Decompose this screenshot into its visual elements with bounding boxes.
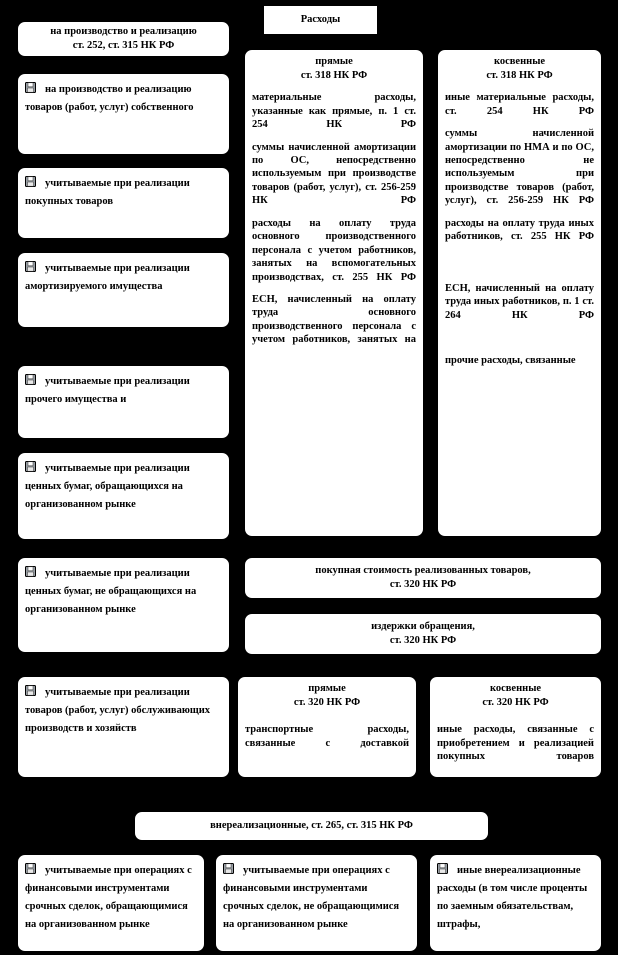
trade-direct-box xyxy=(236,675,418,779)
disk-icon xyxy=(437,863,448,874)
disk-icon xyxy=(25,261,36,272)
disk-icon xyxy=(25,82,36,93)
left-item-box-1 xyxy=(16,72,231,156)
circulation-costs-box xyxy=(243,612,603,656)
left-top-header-box xyxy=(16,20,231,58)
indirect-cost-item: ЕСН, начисленный на оплату труда иных работников, п. 1 ст. 264 НК РФ xyxy=(445,282,594,321)
left-item-label-4: учитываемые при реализации прочего имущества и xyxy=(25,376,190,405)
direct-cost-item: материальные расходы, указанные как прямые, п. 1 ст. 254 НК РФ xyxy=(252,92,416,131)
diagram-title-box xyxy=(262,4,379,36)
trade-direct-header-line1: прямые xyxy=(308,683,346,694)
purchase-cost-line1: покупная стоимость реализованных товаров, xyxy=(315,565,531,577)
direct-cost-item: суммы начисленной амортизации по ОС, непосредственно используемым при производстве товаров (работ, услуг), ст. 256-259 НК РФ xyxy=(252,141,416,207)
nonsale-item-box-2 xyxy=(214,853,419,953)
nonsale-item-box-3 xyxy=(428,853,603,953)
left-item-label-6: учитываемые при реализации ценных бумаг, не обращающихся на организованном рынке xyxy=(25,568,197,615)
trade-direct-item: транспортные расходы, связанные с доставкой xyxy=(245,724,409,749)
left-item-box-7 xyxy=(16,675,231,779)
nonsale-item-label-1: учитываемые при операциях с финансовыми инструментами срочных сделок, обращающимися на организованном рынке xyxy=(25,865,192,930)
indirect-cost-item: иные материальные расходы, ст. 254 НК РФ xyxy=(445,92,594,117)
left-item-box-5 xyxy=(16,451,231,541)
left-item-label-7: учитываемые при реализации товаров (работ, услуг) обслуживающих производств и хозяйств xyxy=(25,687,211,734)
disk-icon xyxy=(25,685,36,696)
left-item-box-6 xyxy=(16,556,231,654)
disk-icon xyxy=(25,461,36,472)
indirect-costs-header-line2: ст. 318 НК РФ xyxy=(486,69,553,81)
left-item-box-3 xyxy=(16,251,231,329)
disk-icon xyxy=(223,863,234,874)
indirect-costs-column xyxy=(436,48,603,538)
disk-icon xyxy=(25,863,36,874)
direct-cost-item: ЕСН, начисленный на оплату труда основного производственного персонала с учетом работников, занятых на xyxy=(252,293,416,346)
left-item-box-2 xyxy=(16,166,231,240)
trade-indirect-box xyxy=(428,675,603,779)
trade-indirect-header-line2: ст. 320 НК РФ xyxy=(482,696,549,708)
indirect-cost-item: суммы начисленной амортизации по НМА и по ОС, непосредственно не используемым при производстве товаров (работ, услуг), ст. 256-259 НК РФ xyxy=(445,128,594,207)
nonsale-item-label-2: учитываемые при операциях с финансовыми инструментами срочных сделок, не обращающимися на организованном рынке xyxy=(223,865,400,930)
left-top-header-line1: на производство и реализацию xyxy=(50,26,197,38)
diagram-title: Расходы xyxy=(300,14,341,26)
direct-costs-column xyxy=(243,48,425,538)
nonsale-item-label-3: иные внереализационные расходы (в том числе проценты по заемным обязательствам, штрафы, xyxy=(437,865,588,930)
direct-costs-header-line1: прямые xyxy=(315,56,353,67)
trade-indirect-header-line1: косвенные xyxy=(489,683,542,694)
nonsale-header-box xyxy=(133,810,490,842)
disk-icon xyxy=(25,374,36,385)
left-item-label-1: на производство и реализацию товаров (работ, услуг) собственного xyxy=(25,84,194,113)
left-item-box-4 xyxy=(16,364,231,440)
direct-cost-item: расходы на оплату труда основного производственного персонала с учетом работников, занятых на вспомогательных производствах, ст. 255 НК РФ xyxy=(252,217,416,283)
trade-direct-header-line2: ст. 320 НК РФ xyxy=(293,696,361,708)
purchase-cost-box xyxy=(243,556,603,600)
disk-icon xyxy=(25,176,36,187)
left-item-label-3: учитываемые при реализации амортизируемого имущества xyxy=(25,263,190,292)
indirect-cost-item: расходы на оплату труда иных работников, ст. 255 НК РФ xyxy=(445,217,594,243)
circulation-costs-line1: издержки обращения, xyxy=(371,621,475,633)
left-item-label-2: учитываемые при реализации покупных товаров xyxy=(25,178,190,207)
indirect-costs-header-line1: косвенные xyxy=(493,56,546,67)
circulation-costs-line2: ст. 320 НК РФ xyxy=(389,635,457,646)
purchase-cost-line2: ст. 320 НК РФ xyxy=(389,579,457,590)
disk-icon xyxy=(25,566,36,577)
indirect-cost-item: прочие расходы, связанные xyxy=(445,354,576,366)
nonsale-header-label: внереализационные, ст. 265, ст. 315 НК РФ xyxy=(210,820,413,832)
trade-indirect-item: иные расходы, связанные с приобретением и реализацией покупных товаров xyxy=(437,724,594,763)
left-item-label-5: учитываемые при реализации ценных бумаг, обращающихся на организованном рынке xyxy=(25,463,190,510)
direct-costs-header-line2: ст. 318 НК РФ xyxy=(300,69,368,81)
left-top-header-line2: ст. 252, ст. 315 НК РФ xyxy=(72,40,175,51)
nonsale-item-box-1 xyxy=(16,853,206,953)
